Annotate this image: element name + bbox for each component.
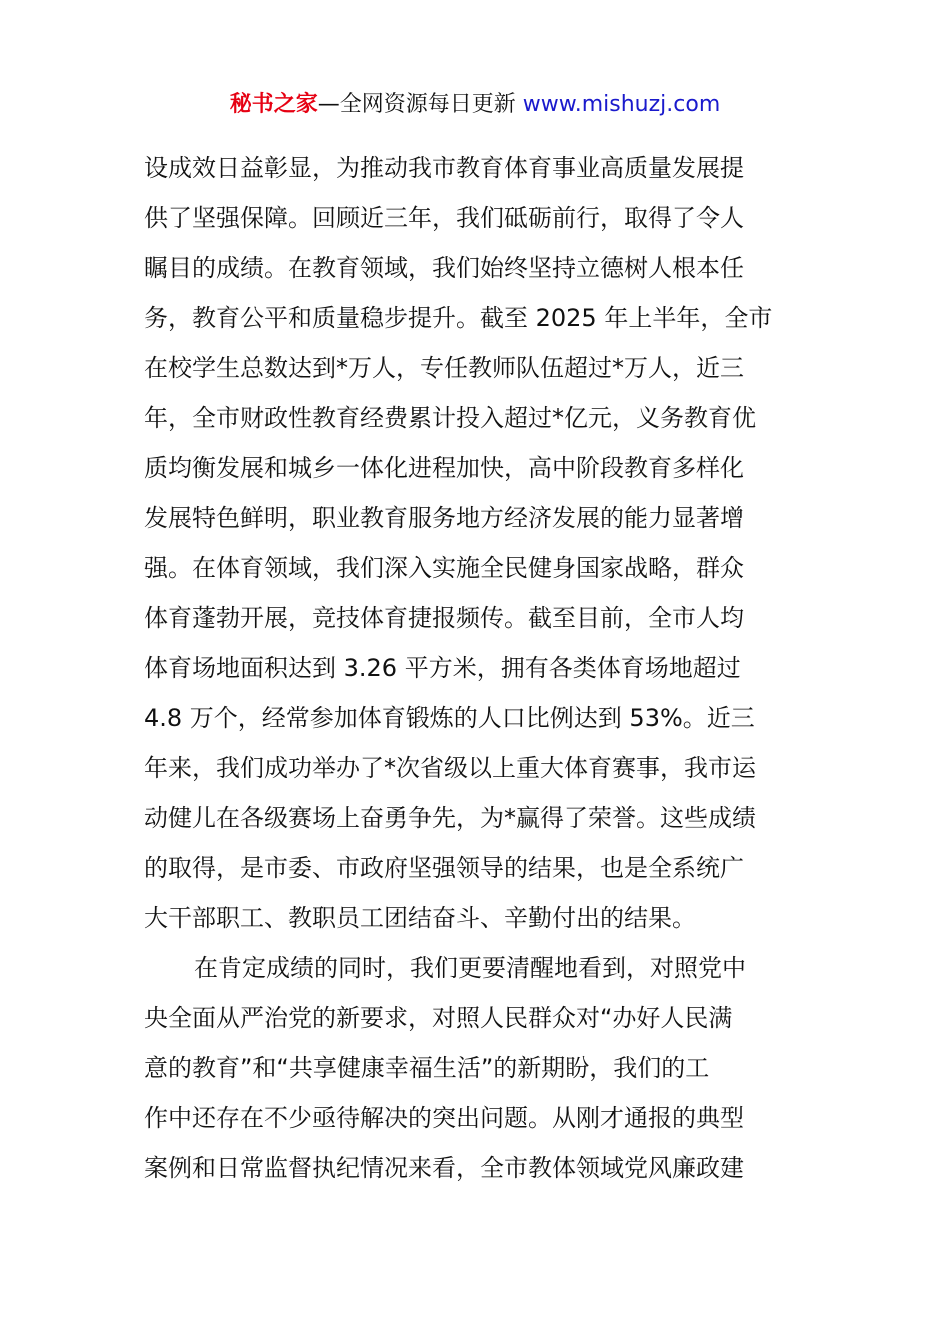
text-line: 强。在体育领域，我们深入实施全民健身国家战略，群众 xyxy=(144,554,744,582)
page-header xyxy=(0,88,950,122)
site-tagline: —全网资源每日更新 xyxy=(317,92,523,117)
text-line: 央全面从严治党的新要求，对照人民群众对“办好人民满 xyxy=(144,1004,733,1032)
text-line: 质均衡发展和城乡一体化进程加快，高中阶段教育多样化 xyxy=(144,454,744,482)
text-line: 供了坚强保障。回顾近三年，我们砥砺前行，取得了令人 xyxy=(144,204,744,232)
site-brand: 秘书之家 xyxy=(229,92,318,117)
text-line: 大干部职工、教职员工团结奋斗、辛勤付出的结果。 xyxy=(144,904,696,932)
text-line: 发展特色鲜明，职业教育服务地方经济发展的能力显著增 xyxy=(144,504,744,532)
paragraph-problems xyxy=(144,943,824,1193)
text-line: 设成效日益彰显，为推动我市教育体育事业高质量发展提 xyxy=(144,154,744,182)
text-line: 动健儿在各级赛场上奋勇争先，为*赢得了荣誉。这些成绩 xyxy=(144,804,756,832)
text-line: 年，全市财政性教育经费累计投入超过*亿元，义务教育优 xyxy=(144,404,756,432)
document-body xyxy=(144,143,824,1193)
text-line: 的取得，是市委、市政府坚强领导的结果，也是全系统广 xyxy=(144,854,744,882)
text-line: 瞩目的成绩。在教育领域，我们始终坚持立德树人根本任 xyxy=(144,254,744,282)
text-line: 4.8 万个，经常参加体育锻炼的人口比例达到 53%。近三 xyxy=(144,704,755,732)
text-line: 体育场地面积达到 3.26 平方米，拥有各类体育场地超过 xyxy=(144,654,741,682)
site-url-link[interactable]: www.mishuzj.com xyxy=(522,92,721,117)
text-line: 年来，我们成功举办了*次省级以上重大体育赛事，我市运 xyxy=(144,754,756,782)
text-line: 在校学生总数达到*万人，专任教师队伍超过*万人，近三 xyxy=(144,354,744,382)
text-line: 务，教育公平和质量稳步提升。截至 2025 年上半年，全市 xyxy=(144,304,773,332)
text-line: 意的教育”和“共享健康幸福生活”的新期盼，我们的工 xyxy=(144,1054,710,1082)
text-line: 在肯定成绩的同时，我们更要清醒地看到，对照党中 xyxy=(194,954,746,982)
text-line: 体育蓬勃开展，竞技体育捷报频传。截至目前，全市人均 xyxy=(144,604,744,632)
text-line: 作中还存在不少亟待解决的突出问题。从刚才通报的典型 xyxy=(144,1104,744,1132)
text-line: 案例和日常监督执纪情况来看，全市教体领域党风廉政建 xyxy=(144,1154,744,1182)
paragraph-achievements xyxy=(144,143,824,943)
